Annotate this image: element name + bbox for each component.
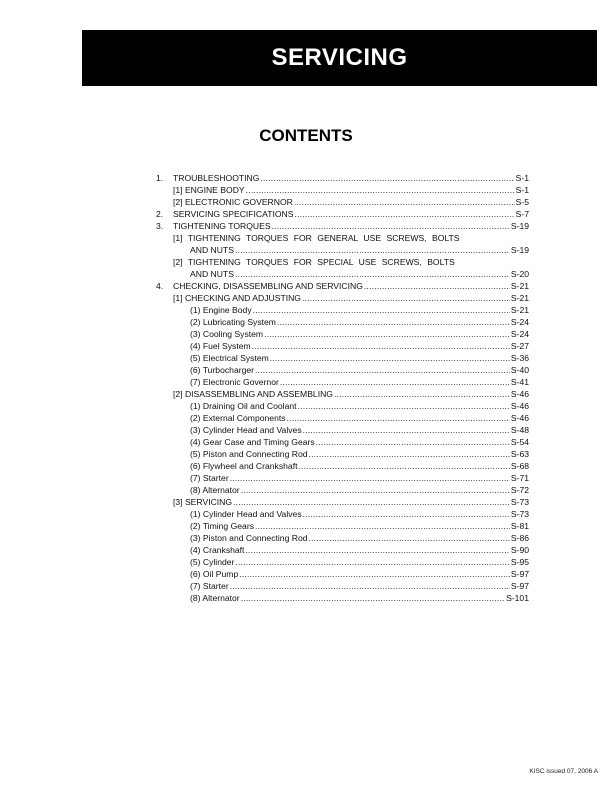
toc-title: [2] ELECTRONIC GOVERNOR (173, 197, 293, 207)
toc-entry-electrical-system[interactable] (156, 352, 529, 364)
toc-entry-special-use-torques[interactable] (156, 256, 529, 268)
toc-page: S-46 (510, 413, 529, 423)
toc-leader-dots (230, 472, 510, 484)
toc-page: S-40 (510, 365, 529, 375)
toc-page: S-46 (510, 389, 529, 399)
toc-title: (1) Draining Oil and Coolant (190, 401, 297, 411)
toc-leader-dots (334, 388, 510, 400)
toc-page: S-19 (510, 245, 529, 255)
toc-title: [2] DISASSEMBLING AND ASSEMBLING (173, 389, 333, 399)
toc-entry-general-use-torques-cont[interactable] (156, 244, 529, 256)
toc-entry-starter[interactable] (156, 472, 529, 484)
toc-leader-dots (298, 400, 510, 412)
toc-leader-dots (294, 196, 515, 208)
toc-title: (6) Flywheel and Crankshaft (190, 461, 298, 471)
toc-page: S-81 (510, 521, 529, 531)
toc-page: S-97 (510, 569, 529, 579)
toc-entry-checking-adjusting[interactable] (156, 292, 529, 304)
toc-title: (4) Gear Case and Timing Gears (190, 437, 315, 447)
toc-page: S-73 (510, 497, 529, 507)
toc-entry-special-use-torques-cont[interactable] (156, 268, 529, 280)
toc-entry-troubleshooting[interactable] (156, 172, 529, 184)
toc-entry-disassembling-assembling[interactable] (156, 388, 529, 400)
toc-page: S-72 (510, 485, 529, 495)
toc-leader-dots (255, 364, 510, 376)
toc-number: 2. (156, 209, 164, 219)
toc-title: AND NUTS (190, 269, 234, 279)
toc-title: [1] ENGINE BODY (173, 185, 245, 195)
toc-entry-servicing-alternator[interactable] (156, 592, 529, 604)
toc-page: S-21 (510, 281, 529, 291)
toc-leader-dots (303, 424, 510, 436)
toc-page: S-97 (510, 581, 529, 591)
toc-leader-dots (295, 208, 515, 220)
toc-number: 3. (156, 221, 164, 231)
banner-title: SERVICING (271, 44, 408, 71)
toc-leader-dots (364, 280, 510, 292)
toc-page: S-48 (510, 425, 529, 435)
toc-entry-turbocharger[interactable] (156, 364, 529, 376)
toc-page: S-19 (510, 221, 529, 231)
toc-page: S-95 (510, 557, 529, 567)
toc-leader-dots (246, 184, 515, 196)
toc-entry-servicing-starter[interactable] (156, 580, 529, 592)
toc-leader-dots (298, 460, 509, 472)
toc-title: CHECKING, DISASSEMBLING AND SERVICING (173, 281, 363, 291)
toc-title: (1) Cylinder Head and Valves (190, 509, 302, 519)
toc-entry-general-use-torques[interactable] (156, 232, 529, 244)
toc-title: [1] CHECKING AND ADJUSTING (173, 293, 301, 303)
toc-leader-dots (316, 436, 510, 448)
toc-leader-dots (241, 484, 510, 496)
toc-entry-cylinder-head-valves[interactable] (156, 424, 529, 436)
toc-page: S-7 (515, 209, 529, 219)
toc-entry-electronic-governor[interactable] (156, 196, 529, 208)
toc-leader-dots (245, 544, 509, 556)
toc-page: S-1 (515, 185, 529, 195)
toc-page: S-73 (510, 509, 529, 519)
toc-leader-dots (233, 496, 510, 508)
toc-entry-servicing-oil-pump[interactable] (156, 568, 529, 580)
toc-leader-dots (253, 304, 510, 316)
toc-leader-dots (264, 328, 510, 340)
toc-leader-dots (270, 352, 510, 364)
toc-entry-servicing-piston[interactable] (156, 532, 529, 544)
toc-leader-dots (235, 244, 510, 256)
toc-leader-dots (252, 340, 510, 352)
toc-leader-dots (239, 568, 510, 580)
toc-number: 4. (156, 281, 164, 291)
toc-page: S-36 (510, 353, 529, 363)
toc-entry-gear-case-timing-gears[interactable] (156, 436, 529, 448)
toc-title: (8) Alternator (190, 485, 240, 495)
toc-page: S-24 (510, 329, 529, 339)
toc-title: (2) Timing Gears (190, 521, 254, 531)
toc-title: (5) Cylinder (190, 557, 235, 567)
toc-leader-dots (255, 520, 510, 532)
toc-title: TIGHTENING TORQUES (173, 221, 271, 231)
toc-title: (2) Lubricating System (190, 317, 276, 327)
toc-entry-servicing-cylinder[interactable] (156, 556, 529, 568)
toc-title: (6) Oil Pump (190, 569, 239, 579)
toc-entry-fuel-system[interactable] (156, 340, 529, 352)
toc-leader-dots (241, 592, 505, 604)
issue-footer: KISC issued 07, 2006 A (529, 768, 598, 775)
toc-page: S-101 (506, 593, 529, 603)
toc-leader-dots (302, 292, 510, 304)
toc-title: [2] TIGHTENING TORQUES FOR SPECIAL USE SCREWS, BOLTS (173, 257, 455, 267)
toc-leader-dots (277, 316, 510, 328)
toc-page: S-1 (515, 173, 529, 183)
toc-page: S-27 (510, 341, 529, 351)
toc-leader-dots (230, 580, 510, 592)
toc-number: 1. (156, 173, 164, 183)
toc-entry-servicing-cylinder-head[interactable] (156, 508, 529, 520)
toc-title: (3) Cylinder Head and Valves (190, 425, 302, 435)
toc-title: (7) Starter (190, 473, 229, 483)
toc-entry-servicing[interactable] (156, 496, 529, 508)
toc-page: S-21 (510, 293, 529, 303)
toc-title: SERVICING SPECIFICATIONS (173, 209, 294, 219)
toc-entry-servicing-specifications[interactable] (156, 208, 529, 220)
toc-page: S-63 (510, 449, 529, 459)
toc-title: AND NUTS (190, 245, 234, 255)
contents-heading: CONTENTS (259, 126, 353, 145)
toc-page: S-24 (510, 317, 529, 327)
toc-entry-checking-disassembling-servicing[interactable] (156, 280, 529, 292)
toc-leader-dots (287, 412, 510, 424)
toc-title: (7) Electronic Governor (190, 377, 279, 387)
toc-title: [3] SERVICING (173, 497, 233, 507)
toc-title: (4) Fuel System (190, 341, 251, 351)
toc-page: S-46 (510, 401, 529, 411)
toc-page: S-21 (510, 305, 529, 315)
toc-page: S-68 (510, 461, 529, 471)
toc-title: TROUBLESHOOTING (173, 173, 260, 183)
toc-leader-dots (309, 448, 510, 460)
toc-page: S-41 (510, 377, 529, 387)
toc-leader-dots (303, 508, 510, 520)
section-banner (82, 30, 597, 86)
toc-leader-dots (272, 220, 510, 232)
toc-entry-external-components[interactable] (156, 412, 529, 424)
toc-leader-dots (260, 172, 514, 184)
toc-entry-alternator[interactable] (156, 484, 529, 496)
toc-title: (2) External Components (190, 413, 286, 423)
toc-title: (6) Turbocharger (190, 365, 255, 375)
toc-page: S-71 (510, 473, 529, 483)
toc-page: S-20 (510, 269, 529, 279)
toc-page: S-90 (510, 545, 529, 555)
toc-entry-lubricating-system[interactable] (156, 316, 529, 328)
toc-entry-flywheel-crankshaft[interactable] (156, 460, 529, 472)
toc-title: (4) Crankshaft (190, 545, 245, 555)
toc-entry-engine-body[interactable] (156, 184, 529, 196)
toc-page: S-54 (510, 437, 529, 447)
toc-title: (1) Engine Body (190, 305, 252, 315)
toc-entry-servicing-timing-gears[interactable] (156, 520, 529, 532)
toc-title: (3) Piston and Connecting Rod (190, 533, 308, 543)
toc-entry-cooling-system[interactable] (156, 328, 529, 340)
toc-leader-dots (280, 376, 510, 388)
toc-title: (5) Piston and Connecting Rod (190, 449, 308, 459)
toc-entry-servicing-crankshaft[interactable] (156, 544, 529, 556)
toc-leader-dots (235, 556, 509, 568)
toc-title: (8) Alternator (190, 593, 240, 603)
toc-leader-dots (235, 268, 510, 280)
toc-title: (3) Cooling System (190, 329, 264, 339)
toc-title: (7) Starter (190, 581, 229, 591)
toc-entry-electronic-governor-check[interactable] (156, 376, 529, 388)
toc-leader-dots (309, 532, 510, 544)
toc-title: [1] TIGHTENING TORQUES FOR GENERAL USE SCREWS, BOLTS (173, 233, 460, 243)
table-of-contents (156, 172, 529, 604)
toc-title: (5) Electrical System (190, 353, 269, 363)
toc-entry-tightening-torques[interactable] (156, 220, 529, 232)
toc-entry-piston-connecting-rod[interactable] (156, 448, 529, 460)
toc-entry-draining-oil-coolant[interactable] (156, 400, 529, 412)
toc-page: S-5 (515, 197, 529, 207)
toc-page: S-86 (510, 533, 529, 543)
toc-entry-engine-body-check[interactable] (156, 304, 529, 316)
